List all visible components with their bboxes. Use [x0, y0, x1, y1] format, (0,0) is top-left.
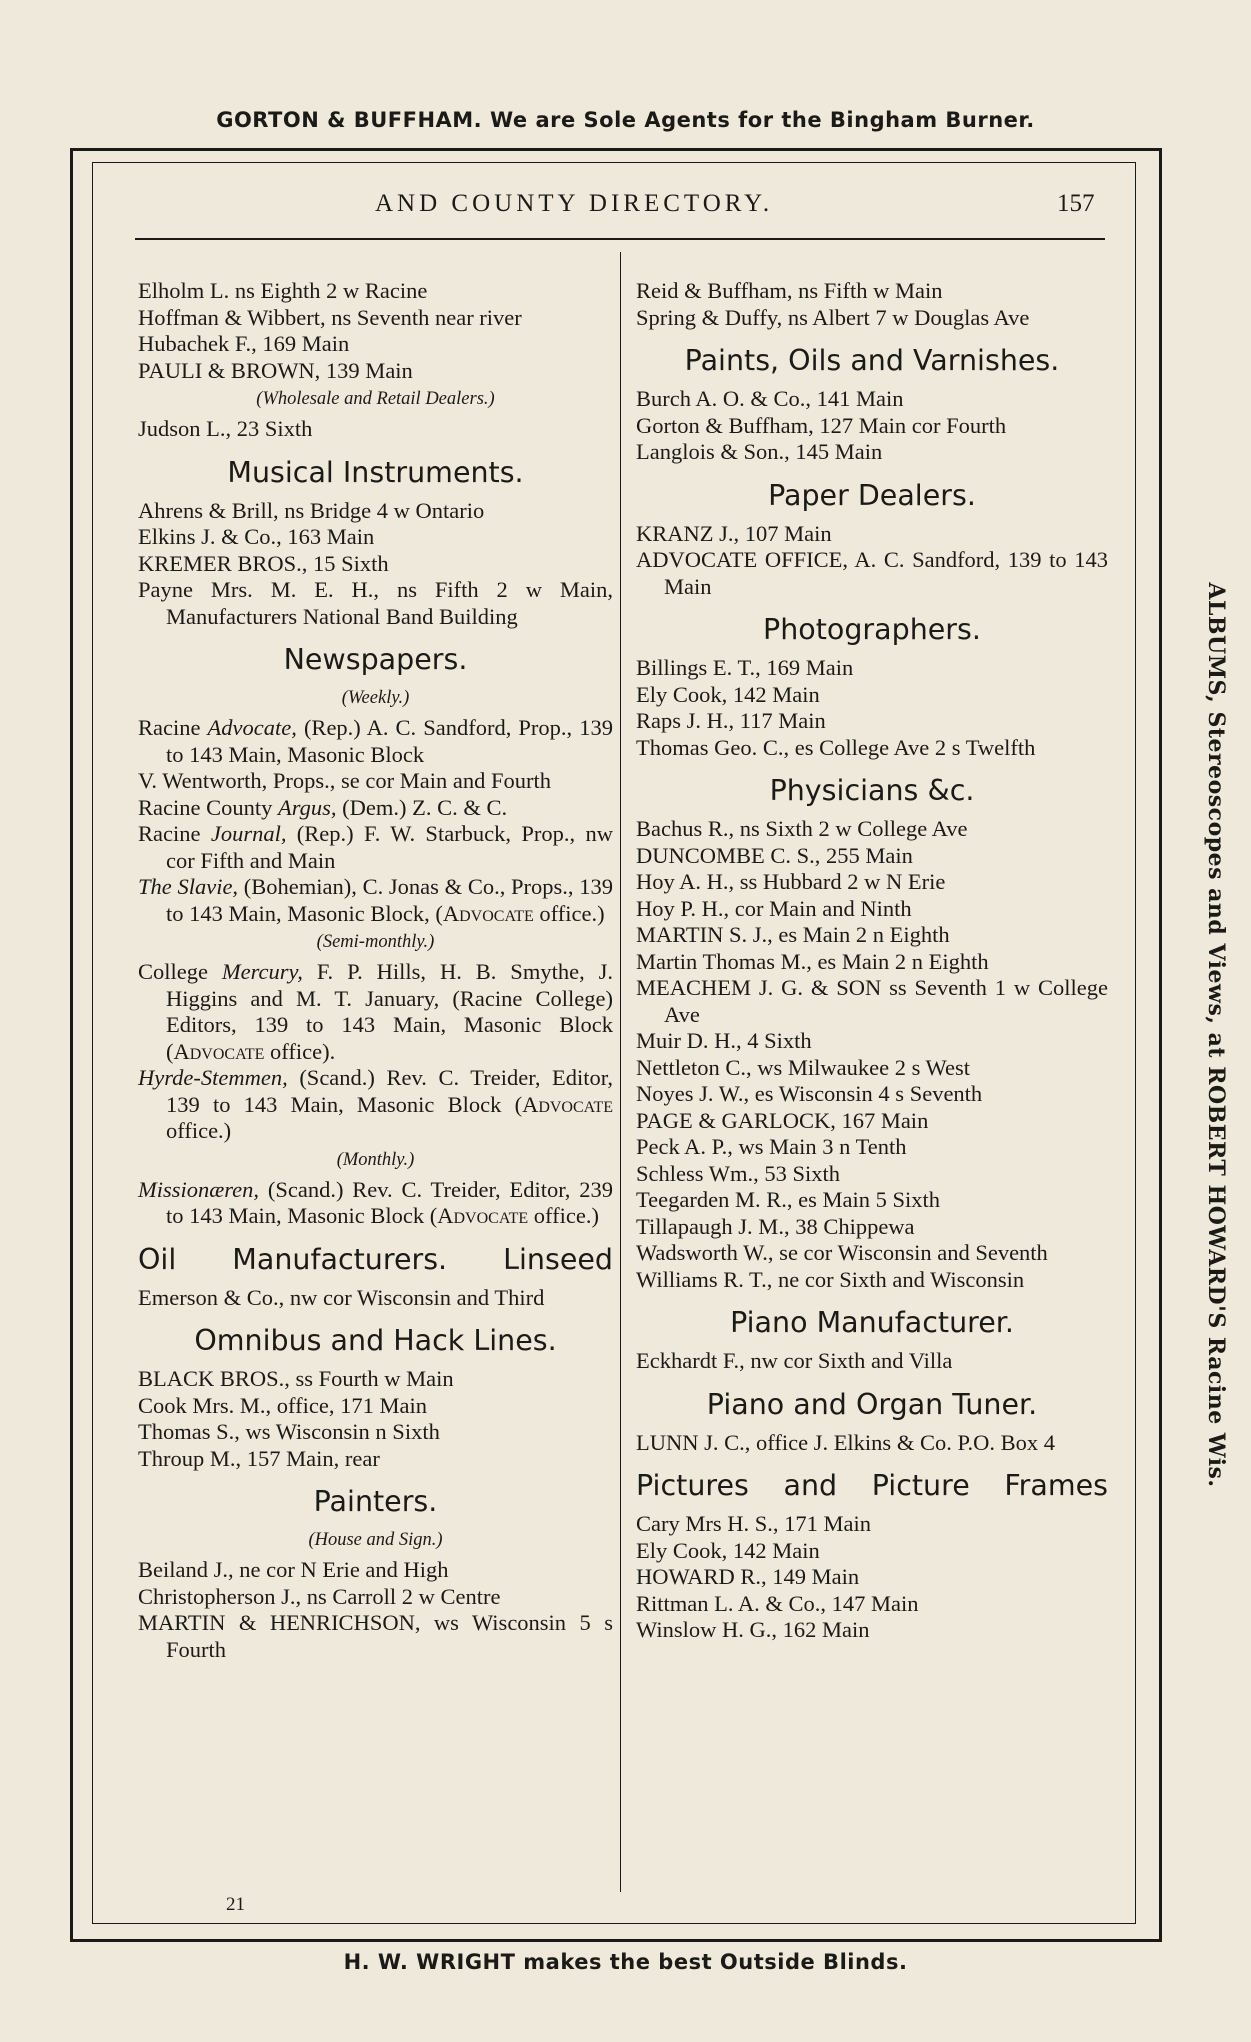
list-item: Ely Cook, 142 Main [636, 681, 820, 707]
section-heading-paints: Paints, Oils and Varnishes. [684, 344, 1060, 377]
list-item: PAULI & BROWN, 139 Main [138, 357, 413, 383]
list-item: Thomas S., ws Wisconsin n Sixth [138, 1419, 440, 1444]
list-item: Hoffman & Wibbert, ns Seventh near river [138, 304, 522, 330]
column-divider [620, 252, 621, 1892]
list-item: ADVOCATE OFFICE, A. C. Sandford, 139 to 143 Main [636, 547, 1108, 599]
list-item: KRANZ J., 107 Main [636, 520, 832, 546]
list-item: Langlois & Son., 145 Main [636, 439, 883, 464]
top-advertisement: GORTON & BUFFHAM. We are Sole Agents for the Bingham Burner. [216, 108, 1035, 132]
list-item: KREMER BROS., 15 Sixth [138, 550, 389, 576]
list-item: Billings E. T., 169 Main [636, 655, 854, 680]
list-item: Missionæren, (Scand.) Rev. C. Treider, Editor, 239 to 143 Main, Masonic Block (Advocate office.) [138, 1176, 613, 1228]
list-item: DUNCOMBE C. S., 255 Main [636, 842, 913, 868]
right-column [636, 278, 1108, 1644]
list-item: Spring & Duffy, ns Albert 7 w Douglas Ave [636, 304, 1030, 330]
list-item: Cook Mrs. M., office, 171 Main [138, 1392, 427, 1418]
list-item: HOWARD R., 149 Main [636, 1564, 860, 1589]
list-item: Beiland J., ne cor N Erie and High [138, 1557, 449, 1582]
frequency-note-weekly: (Weekly.) [341, 688, 410, 708]
section-heading-piano-tuner: Piano and Organ Tuner. [706, 1387, 1038, 1421]
list-item: Thomas Geo. C., es College Ave 2 s Twelfth [636, 734, 1036, 760]
list-item: Ely Cook, 142 Main [636, 1537, 820, 1563]
list-item: Elholm L. ns Eighth 2 w Racine [138, 278, 428, 303]
list-item: Cary Mrs H. S., 171 Main [636, 1511, 871, 1536]
section-heading-oil-manufacturers: Oil Manufacturers. Linseed [138, 1242, 613, 1276]
list-item: PAGE & GARLOCK, 167 Main [636, 1107, 929, 1133]
section-heading-musical-instruments: Musical Instruments. [227, 455, 524, 489]
list-item: Judson L., 23 Sixth [138, 416, 313, 441]
section-heading-piano-manufacturer: Piano Manufacturer. [730, 1306, 1014, 1339]
list-item: Rittman L. A. & Co., 147 Main [636, 1590, 919, 1616]
list-item: Hoy P. H., cor Main and Ninth [636, 895, 912, 921]
section-heading-omnibus: Omnibus and Hack Lines. [194, 1324, 557, 1357]
side-advertisement: ALBUMS, Stereoscopes and Views, at ROBERT HOWARD'S Racine Wis. [1203, 582, 1229, 1488]
list-item: Raps J. H., 117 Main [636, 708, 826, 733]
section-heading-physicians: Physicians &c. [769, 774, 975, 807]
frequency-note-monthly: (Monthly.) [336, 1149, 415, 1170]
list-item: MARTIN S. J., es Main 2 n Eighth [636, 922, 950, 947]
page-number: 157 [1057, 190, 1095, 217]
list-item: Racine Advocate, (Rep.) A. C. Sandford, Prop., 139 to 143 Main, Masonic Block [138, 715, 613, 767]
section-heading-photographers: Photographers. [763, 613, 981, 646]
list-item: MARTIN & HENRICHSON, ws Wisconsin 5 s Fourth [138, 1610, 613, 1662]
list-item: Gorton & Buffham, 127 Main cor Fourth [636, 412, 1007, 438]
list-item: Eckhardt F., nw cor Sixth and Villa [636, 1348, 953, 1373]
list-item: Muir D. H., 4 Sixth [636, 1028, 812, 1053]
list-item: Noyes J. W., es Wisconsin 4 s Seventh [636, 1081, 983, 1106]
list-item: Schless Wm., 53 Sixth [636, 1160, 840, 1186]
section-heading-pictures: Pictures and Picture Frames [636, 1469, 1108, 1502]
list-item: Payne Mrs. M. E. H., ns Fifth 2 w Main, Manufacturers National Band Building [138, 577, 613, 629]
bottom-advertisement: H. W. WRIGHT makes the best Outside Blinds. [343, 1950, 908, 1974]
list-item: Ahrens & Brill, ns Bridge 4 w Ontario [138, 497, 485, 523]
list-item: Martin Thomas M., es Main 2 n Eighth [636, 948, 989, 974]
list-item: Racine Journal, (Rep.) F. W. Starbuck, Prop., nw cor Fifth and Main [138, 821, 613, 873]
list-item: Emerson & Co., nw cor Wisconsin and Third [138, 1284, 545, 1310]
list-item: Bachus R., ns Sixth 2 w College Ave [636, 816, 968, 841]
list-item: Williams R. T., ne cor Sixth and Wisconsin [636, 1266, 1025, 1292]
list-item: LUNN J. C., office J. Elkins & Co. P.O. Box 4 [636, 1429, 1055, 1455]
list-item: Throup M., 157 Main, rear [138, 1445, 380, 1471]
list-item: Elkins J. & Co., 163 Main [138, 524, 375, 549]
list-item: Nettleton C., ws Milwaukee 2 s West [636, 1054, 970, 1080]
list-item: Reid & Buffham, ns Fifth w Main [636, 278, 943, 303]
list-item: Wadsworth W., se cor Wisconsin and Seventh [636, 1240, 1048, 1265]
section-heading-newspapers: Newspapers. [283, 643, 468, 676]
list-item: Christopherson J., ns Carroll 2 w Centre [138, 1583, 501, 1609]
list-item: Teegarden M. R., es Main 5 Sixth [636, 1187, 941, 1212]
list-item: V. Wentworth, Props., se cor Main and Fourth [138, 768, 551, 793]
list-item: MEACHEM J. G. & SON ss Seventh 1 w College Ave [636, 975, 1108, 1027]
list-item: The Slavie, (Bohemian), C. Jonas & Co., Props., 139 to 143 Main, Masonic Block, (Advocate office.) [138, 874, 613, 926]
list-item: College Mercury, F. P. Hills, H. B. Smythe, J. Higgins and M. T. January, (Racine College) Editors, 139 to 143 Main, Masonic Block (Advocate office). [138, 959, 613, 1064]
list-item: BLACK BROS., ss Fourth w Main [138, 1366, 454, 1391]
dealer-note: (Wholesale and Retail Dealers.) [256, 389, 495, 409]
running-head: AND COUNTY DIRECTORY. [375, 190, 774, 217]
list-item: Hyrde-Stemmen, (Scand.) Rev. C. Treider, Editor, 139 to 143 Main, Masonic Block (Advocate office.) [138, 1065, 613, 1143]
list-item: Burch A. O. & Co., 141 Main [636, 386, 904, 411]
list-item: Racine County Argus, (Dem.) Z. C. & C. [138, 794, 508, 820]
section-heading-paper-dealers: Paper Dealers. [768, 478, 976, 512]
header-rule [135, 238, 1105, 240]
left-column [138, 278, 613, 1663]
painters-note: (House and Sign.) [308, 1530, 443, 1550]
section-heading-painters: Painters. [313, 1485, 438, 1518]
frequency-note-semi-monthly: (Semi-monthly.) [316, 932, 435, 952]
signature-mark: 21 [226, 1894, 245, 1915]
list-item: Winslow H. G., 162 Main [636, 1617, 870, 1642]
list-item: Hubachek F., 169 Main [138, 331, 350, 356]
list-item: Tillapaugh J. M., 38 Chippewa [636, 1213, 915, 1239]
list-item: Peck A. P., ws Main 3 n Tenth [636, 1134, 907, 1159]
list-item: Hoy A. H., ss Hubbard 2 w N Erie [636, 869, 946, 894]
